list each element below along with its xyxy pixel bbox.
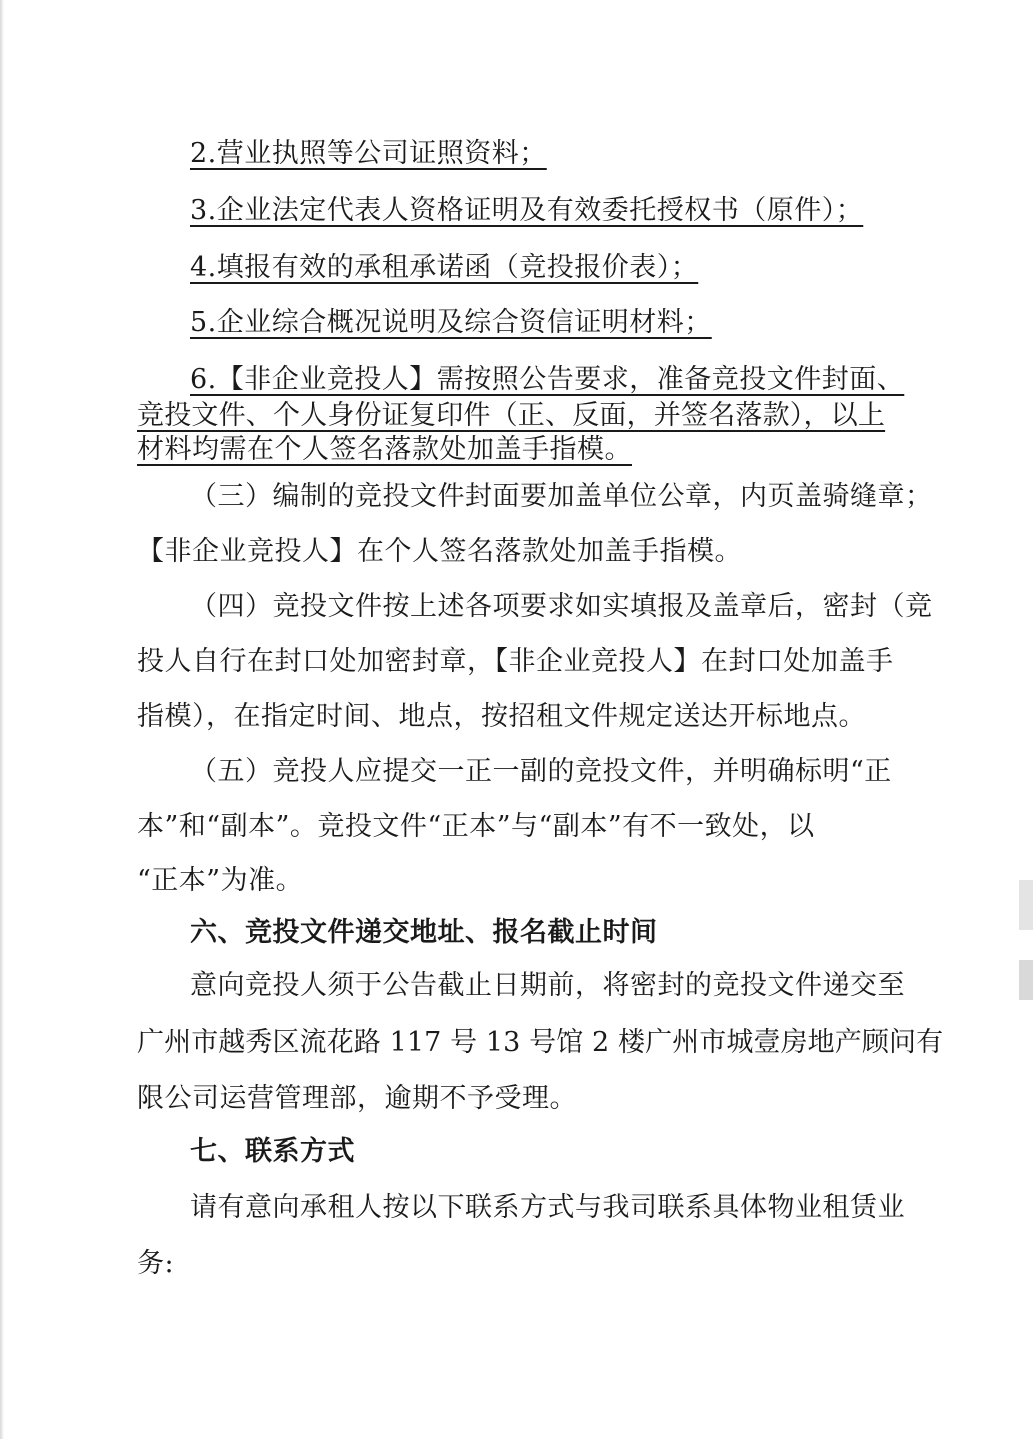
scan-artifact	[1019, 880, 1033, 930]
list-item-4: 4.填报有效的承租承诺函（竞投报价表）；	[190, 252, 699, 283]
list-item-6-line-3: 材料均需在个人签名落款处加盖手指模。	[137, 434, 632, 465]
section-7-line-2: 务:	[137, 1248, 175, 1279]
paragraph-4-line-3: 指模），在指定时间、地点，按招租文件规定送达开标地点。	[137, 701, 866, 732]
list-item-6-line-2: 竞投文件、个人身份证复印件（正、反面，并签名落款），以上	[137, 400, 886, 431]
section-6-line-3: 限公司运营管理部，逾期不予受理。	[137, 1083, 577, 1114]
list-item-2: 2.营业执照等公司证照资料；	[190, 138, 547, 169]
scan-edge	[0, 0, 4, 1439]
paragraph-3-line-1: （三）编制的竞投文件封面要加盖单位公章，内页盖骑缝章；	[190, 481, 933, 512]
list-item-3: 3.企业法定代表人资格证明及有效委托授权书（原件）；	[190, 195, 864, 226]
section-6-line-2: 广州市越秀区流花路 117 号 13 号馆 2 楼广州市城壹房地产顾问有	[137, 1027, 944, 1058]
scan-artifact	[1019, 960, 1033, 1000]
section-6-line-1: 意向竞投人须于公告截止日期前，将密封的竞投文件递交至	[190, 970, 905, 1001]
section-7-line-1: 请有意向承租人按以下联系方式与我司联系具体物业租赁业	[190, 1192, 905, 1223]
section-7-heading: 七、联系方式	[190, 1136, 355, 1167]
paragraph-4-line-1: （四）竞投文件按上述各项要求如实填报及盖章后，密封（竞	[190, 591, 933, 622]
section-6-heading: 六、竞投文件递交地址、报名截止时间	[190, 917, 658, 948]
paragraph-5-line-3: “正本”为准。	[137, 865, 304, 896]
list-item-6-line-1: 6.【非企业竞投人】需按照公告要求，准备竞投文件封面、	[190, 364, 905, 395]
paragraph-3-line-2: 【非企业竞投人】在个人签名落款处加盖手指模。	[137, 536, 742, 567]
paragraph-4-line-2: 投人自行在封口处加密封章，【非企业竞投人】在封口处加盖手	[137, 646, 894, 677]
paragraph-5-line-2: 本”和“副本”。竞投文件“正本”与“副本”有不一致处，以	[137, 811, 815, 842]
list-item-5: 5.企业综合概况说明及综合资信证明材料；	[190, 307, 712, 338]
paragraph-5-line-1: （五）竞投人应提交一正一副的竞投文件，并明确标明“正	[190, 756, 892, 787]
